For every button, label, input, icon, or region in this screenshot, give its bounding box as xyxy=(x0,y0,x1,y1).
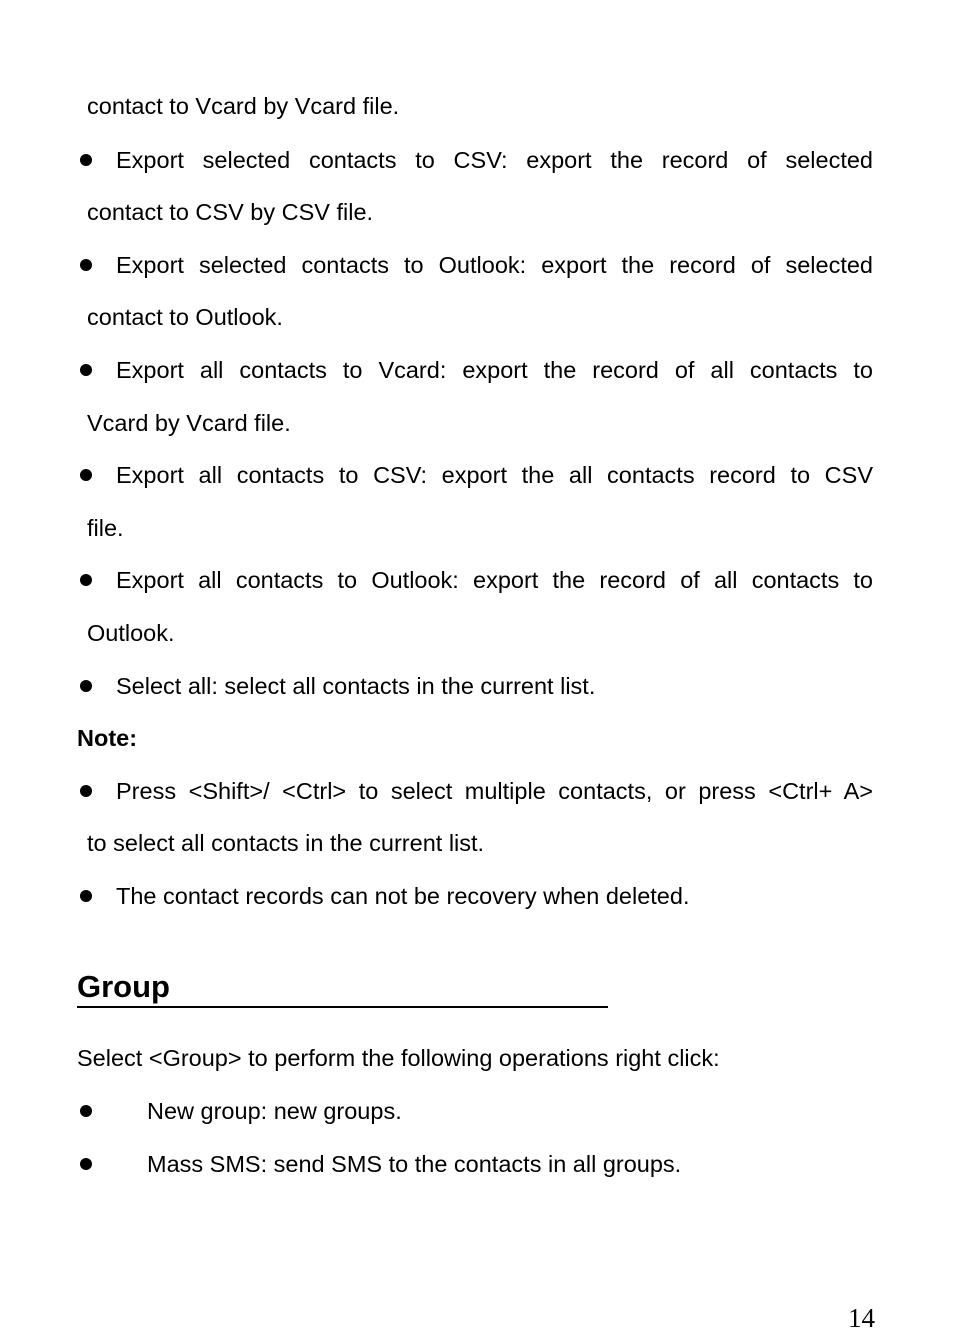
note-item-continuation: to select all contacts in the current list. xyxy=(87,830,485,856)
list-item-export-selected-csv: Export selected contacts to CSV: export the record of selected xyxy=(116,147,873,173)
list-item-continuation: Vcard by Vcard file. xyxy=(87,410,291,436)
group-item-mass-sms: Mass SMS: send SMS to the contacts in all groups. xyxy=(147,1151,682,1177)
list-item-continuation: contact to CSV by CSV file. xyxy=(87,199,374,225)
list-item-export-all-csv: Export all contacts to CSV: export the all contacts record to CSV xyxy=(116,462,873,488)
group-item-new-group: New group: new groups. xyxy=(147,1098,402,1124)
bullet-icon xyxy=(80,364,92,376)
group-intro: Select <Group> to perform the following operations right click: xyxy=(77,1045,720,1071)
bullet-icon xyxy=(80,785,92,797)
list-item-select-all: Select all: select all contacts in the current list. xyxy=(116,673,596,699)
bullet-icon xyxy=(80,259,92,271)
bullet-icon xyxy=(80,1105,92,1117)
bullet-icon xyxy=(80,574,92,586)
bullet-icon xyxy=(80,680,92,692)
bullet-icon xyxy=(80,890,92,902)
list-item-export-selected-outlook: Export selected contacts to Outlook: export the record of selected xyxy=(116,252,873,278)
page-number: 14 xyxy=(848,1303,875,1333)
note-item-recovery: The contact records can not be recovery when deleted. xyxy=(116,883,690,909)
list-item-export-all-outlook: Export all contacts to Outlook: export the record of all contacts to xyxy=(116,567,873,593)
list-item-continuation: Outlook. xyxy=(87,620,175,646)
list-item-continuation: file. xyxy=(87,515,124,541)
bullet-icon xyxy=(80,154,92,166)
bullet-icon xyxy=(80,469,92,481)
continuation-text: contact to Vcard by Vcard file. xyxy=(87,93,400,119)
note-label: Note: xyxy=(77,725,138,751)
list-item-export-all-vcard: Export all contacts to Vcard: export the record of all contacts to xyxy=(116,357,873,383)
bullet-icon xyxy=(80,1158,92,1170)
section-heading-group: Group xyxy=(77,966,608,1008)
list-item-continuation: contact to Outlook. xyxy=(87,304,283,330)
note-item-multi-select: Press <Shift>/ <Ctrl> to select multiple contacts, or press <Ctrl+ A> xyxy=(116,778,873,804)
